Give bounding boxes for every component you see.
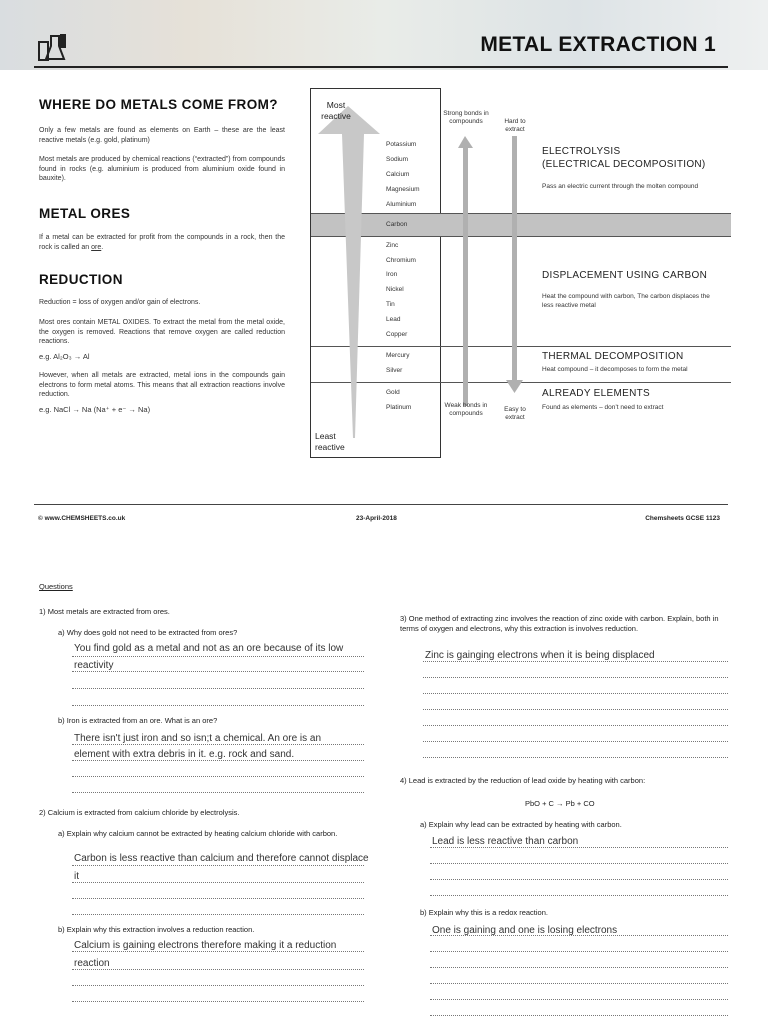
answer-line (72, 1001, 364, 1002)
question-4: 4) Lead is extracted by the reduction of lead oxide by heating with carbon: (400, 776, 646, 785)
method-thermal: THERMAL DECOMPOSITION (542, 351, 684, 362)
metal-calcium: Calcium (386, 171, 410, 178)
answer-line (430, 895, 728, 896)
metal-chromium: Chromium (386, 257, 416, 264)
para-ore-definition (39, 233, 285, 252)
question-2a: a) Explain why calcium cannot be extracted by heating calcium chloride with carbon. (58, 829, 338, 838)
question-1b: b) Iron is extracted from an ore. What is an ore? (58, 716, 218, 725)
metal-mercury: Mercury (386, 352, 410, 359)
question-1: 1) Most metals are extracted from ores. (39, 607, 170, 616)
answer-1b-line1: There isn't just iron and so isn;t a chemical. An ore is an (74, 733, 322, 744)
method-elements-desc: Found as elements – don’t need to extract (542, 404, 664, 411)
answer-1a-line1: You find gold as a metal and not as an ore because of its low (74, 643, 344, 654)
method-displacement: DISPLACEMENT USING CARBON (542, 270, 708, 281)
question-4-equation: PbO + C → Pb + CO (525, 799, 595, 808)
para-most-metals: Most metals are produced by chemical reactions (“extracted”) from compounds found in rocks (e.g. aluminium is produced from aluminium oxide found in bauxite). (39, 156, 285, 182)
page-title: METAL EXTRACTION 1 (480, 33, 716, 56)
ore-period: . (101, 243, 104, 251)
answer-line (72, 760, 364, 761)
answer-line (72, 792, 364, 793)
label-weak-bonds: Weak bonds in compounds (444, 402, 488, 417)
para-few-metals: Only a few metals are found as elements on Earth – these are the least reactive metals (e.g. gold, platinum) (39, 127, 285, 144)
questions-heading: Questions (39, 582, 73, 591)
label-least-reactive: Least reactive (315, 431, 345, 452)
answer-line (72, 776, 364, 777)
answer-line (430, 999, 728, 1000)
method-displacement-desc: Heat the compound with carbon, The carbon displaces the less reactive metal (542, 293, 710, 309)
metal-gold: Gold (386, 389, 400, 396)
answer-line (72, 705, 364, 706)
question-3: 3) One method of extracting zinc involves the reaction of zinc oxide with carbon. Explain, both in terms of oxygen and electrons, why this extraction is involves reduction. (400, 614, 719, 633)
answer-line (423, 757, 728, 758)
header-rule (34, 66, 728, 68)
answer-line (72, 656, 364, 657)
question-2: 2) Calcium is extracted from calcium chloride by electrolysis. (39, 808, 240, 817)
answer-line (423, 741, 728, 742)
answer-line (423, 661, 728, 662)
answer-1b-line2: element with extra debris in it. e.g. rock and sand. (74, 749, 295, 760)
metal-lead: Lead (386, 316, 401, 323)
answer-4a: Lead is less reactive than carbon (432, 836, 579, 847)
answer-2b-line2: reaction (74, 958, 110, 969)
para-reduction-def: Reduction = loss of oxygen and/or gain of electrons. (39, 299, 201, 306)
answer-4b: One is gaining and one is losing electrons (432, 925, 618, 936)
answer-line (430, 967, 728, 968)
heading-reduction: REDUCTION (39, 272, 123, 287)
answer-line (72, 671, 364, 672)
metal-iron: Iron (386, 271, 398, 278)
answer-line (423, 677, 728, 678)
label-strong-bonds: Strong bonds in compounds (443, 110, 489, 125)
answer-line (430, 983, 728, 984)
answer-line (72, 688, 364, 689)
answer-line (72, 898, 364, 899)
ore-text: If a metal can be extracted for profit from the compounds in a rock, then the rock is called an (39, 234, 285, 251)
method-electrolysis-desc: Pass an electric current through the molten compound (542, 183, 699, 190)
question-1a: a) Why does gold not need to be extracted from ores? (58, 628, 238, 637)
para-metal-oxides: Most ores contain METAL OXIDES. To extract the metal from the metal oxide, the oxygen is removed. Reactions that remove oxygen are called reduction reactions. (39, 319, 285, 345)
metal-magnesium: Magnesium (386, 186, 420, 193)
answer-line (423, 709, 728, 710)
method-elements: ALREADY ELEMENTS (542, 388, 650, 399)
heading-metal-ores: METAL ORES (39, 206, 131, 221)
answer-line (72, 985, 364, 986)
equation-nacl: e.g. NaCl → Na (Na⁺ + e⁻ → Na) (39, 405, 151, 414)
ore-word: ore (91, 243, 102, 251)
metal-platinum: Platinum (386, 404, 412, 411)
question-4a: a) Explain why lead can be extracted by heating with carbon. (420, 820, 622, 829)
footer-code: Chemsheets GCSE 1123 (645, 515, 720, 522)
metal-tin: Tin (386, 301, 395, 308)
bond-strength-arrow-icon (458, 136, 473, 406)
answer-line (423, 725, 728, 726)
metal-copper: Copper (386, 331, 408, 338)
answer-line (430, 951, 728, 952)
reactivity-wedge (318, 106, 380, 438)
extraction-ease-arrow-icon (506, 136, 523, 393)
answer-line (72, 969, 364, 970)
answer-2a-line1: Carbon is less reactive than calcium and therefore cannot displace (74, 853, 369, 864)
answer-2b-line1: Calcium is gaining electrons therefore making it a reduction (74, 940, 337, 951)
heading-where-from: WHERE DO METALS COME FROM? (39, 97, 278, 112)
answer-line (72, 865, 364, 866)
metal-aluminium: Aluminium (386, 201, 417, 208)
label-hard-extract: Hard to extract (504, 118, 526, 133)
answer-line (72, 914, 364, 915)
method-electrolysis: ELECTROLYSIS (542, 146, 621, 157)
answer-3: Zinc is gainging electrons when it is being displaced (425, 650, 655, 661)
method-electrolysis-sub: (ELECTRICAL DECOMPOSITION) (542, 159, 706, 170)
method-thermal-desc: Heat compound – it decomposes to form the metal (542, 366, 688, 373)
metal-nickel: Nickel (386, 286, 404, 293)
answer-line (430, 1015, 728, 1016)
label-easy-extract: Easy to extract (504, 406, 526, 421)
equation-al2o3: e.g. Al₂O₃ → Al (39, 352, 90, 361)
footer-rule (34, 504, 728, 505)
answer-line (72, 951, 364, 952)
chemsheets-logo-icon (38, 32, 68, 62)
answer-line (430, 863, 728, 864)
answer-line (72, 882, 364, 883)
answer-line (430, 847, 728, 848)
metal-zinc: Zinc (386, 242, 399, 249)
reactivity-arrows (310, 88, 550, 458)
answer-2a-line2: it (74, 871, 79, 882)
para-metal-ions: However, when all metals are extracted, metal ions in the compounds gain electrons to form metal atoms. This means that all extraction reactions involve reduction. (39, 372, 285, 398)
answer-line (423, 693, 728, 694)
element-carbon: Carbon (386, 221, 408, 228)
footer-copyright: © www.CHEMSHEETS.co.uk (38, 515, 126, 522)
answer-line (430, 879, 728, 880)
question-4b: b) Explain why this is a redox reaction. (420, 908, 548, 917)
answer-1a-line2: reactivity (74, 660, 114, 671)
question-2b: b) Explain why this extraction involves a reduction reaction. (58, 925, 255, 934)
answer-line (72, 744, 364, 745)
metal-sodium: Sodium (386, 156, 409, 163)
footer-date: 23-April-2018 (356, 515, 397, 522)
metal-potassium: Potassium (386, 141, 417, 148)
label-most-reactive: Most reactive (321, 100, 351, 121)
metal-silver: Silver (386, 367, 403, 374)
answer-line (430, 935, 728, 936)
